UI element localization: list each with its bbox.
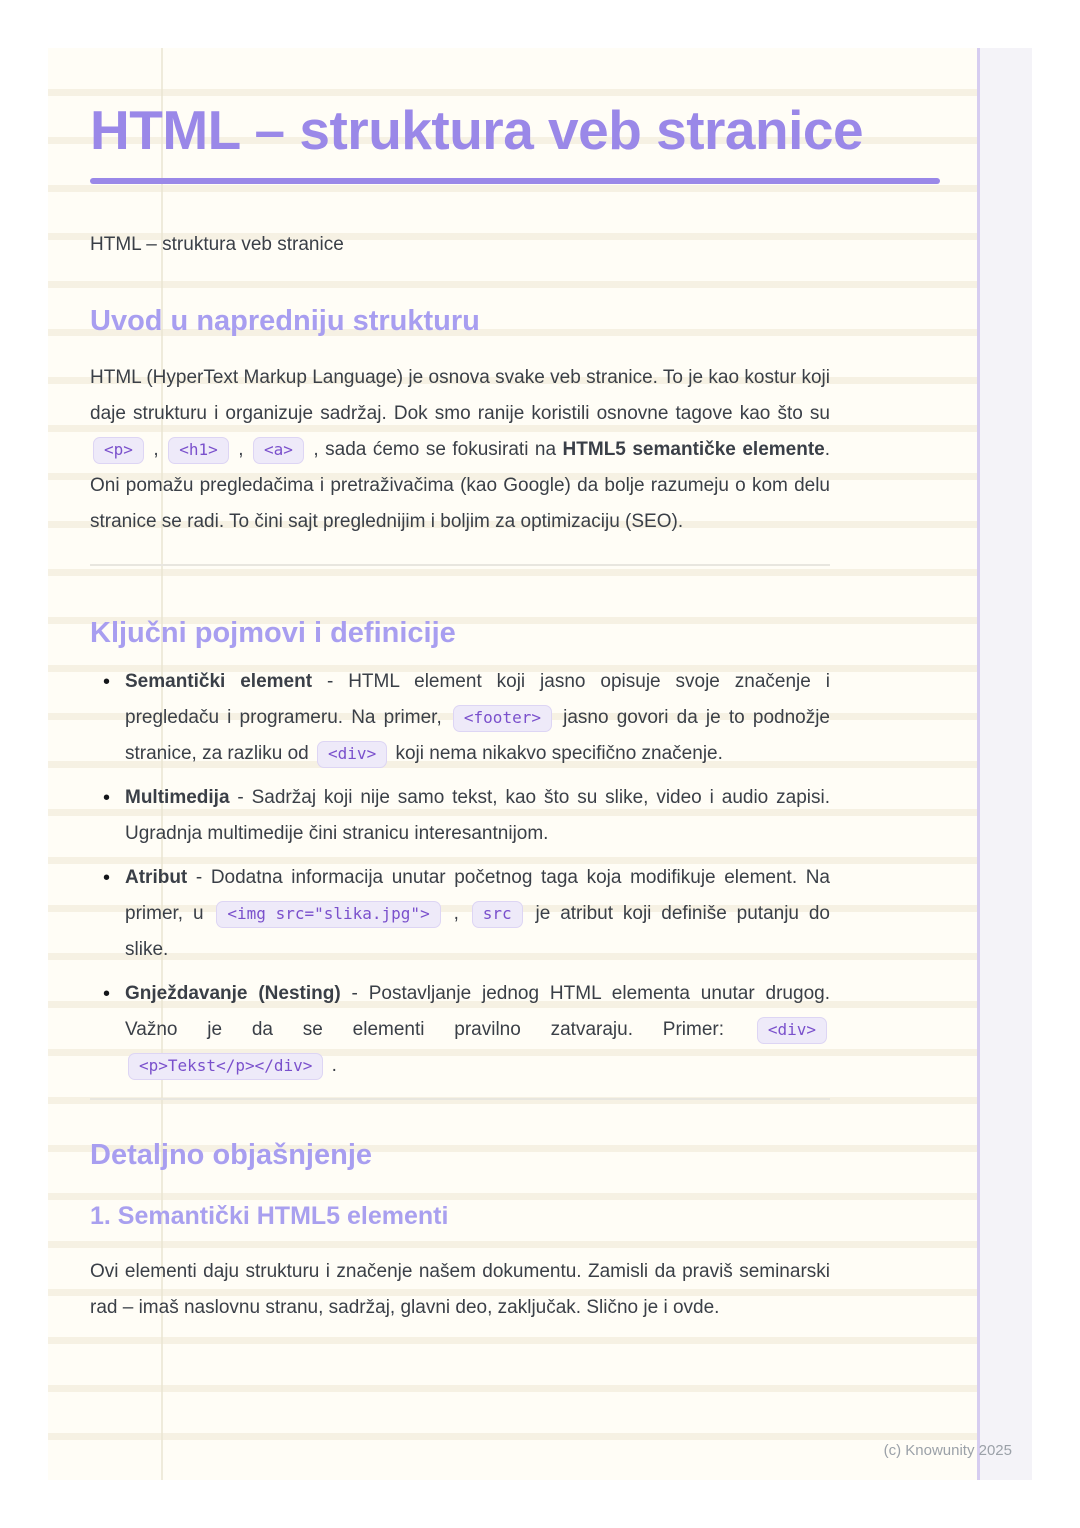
text-segment: - Postavljanje jednog HTML elementa unutar drugog. Važno je da se elementi pravilno zatvaraju. Primer: (125, 983, 830, 1040)
text-segment: je atribut koji definiše putanju do slike. (125, 903, 830, 960)
key-terms-list (90, 664, 830, 1084)
list-item-gnjezdavanje (90, 976, 830, 1084)
text-segment: , (146, 439, 166, 460)
term-name: Multimedija (125, 787, 230, 808)
text-segment: , (231, 439, 250, 460)
title-underline (90, 178, 940, 184)
page-title: HTML – struktura veb stranice (90, 99, 864, 161)
section-heading-intro: Uvod u napredniju strukturu (90, 305, 480, 337)
details-paragraph: Ovi elementi daju strukturu i značenje našem dokumentu. Zamisli da praviš seminarski rad – imaš naslovnu stranu, sadržaj, glavni deo, zaključak. Slično je i ovde. (90, 1261, 830, 1318)
text-segment: . Oni pomažu pregledačima i pretraživačima (kao Google) da bolje razumeju o kom delu stranice se radi. To čini sajt preglednijim i boljim za optimizaciju (SEO). (90, 439, 831, 532)
text-segment: . (326, 1055, 337, 1076)
inline-code-h1-tag: <h1> (168, 437, 229, 464)
text-segment: - HTML element koji jasno opisuje svoje značenje i pregledaču i programeru. Na primer, (125, 671, 830, 728)
document-page (48, 48, 1032, 1480)
section-divider (90, 564, 830, 566)
text-segment: koji nema nikakvo specifično značenje. (390, 743, 723, 764)
section-heading-key-terms: Ključni pojmovi i definicije (90, 617, 456, 649)
list-item-multimedija (90, 780, 830, 852)
list-item-semanticki-element (90, 664, 830, 772)
term-name: Atribut (125, 867, 188, 888)
list-item-atribut (90, 860, 830, 968)
text-segment: , (443, 903, 469, 924)
section-divider (90, 1098, 830, 1100)
inline-code-img-tag: <img src="slika.jpg"> (216, 901, 440, 928)
inline-code-footer-tag: <footer> (453, 705, 552, 732)
inline-code-div-tag: <div> (317, 741, 387, 768)
bold-text: HTML5 semantičke elemente (562, 439, 825, 460)
subsection-heading-semanticki: 1. Semantički HTML5 elementi (90, 1202, 449, 1230)
text-segment: - Sadržaj koji nije samo tekst, kao što su slike, video i audio zapisi. Ugradnja multimedije čini stranicu interesantnijom. (125, 787, 830, 844)
inline-code-src-attr: src (472, 901, 523, 928)
term-name: Gnježdavanje (Nesting) (125, 983, 341, 1004)
text-segment: - Dodatna informacija unutar početnog taga koja modifikuje element. Na primer, u (125, 867, 830, 924)
text-segment: jasno govori da je to podnožje stranice, za razliku od (125, 707, 831, 764)
inline-code-nested-example: <p>Tekst</p></div> (128, 1053, 323, 1080)
document-content (48, 48, 1032, 1326)
page-subtitle: HTML – struktura veb stranice (90, 234, 344, 255)
section-heading-details: Detaljno objašnjenje (90, 1139, 372, 1171)
term-name: Semantički element (125, 671, 313, 692)
inline-code-a-tag: <a> (253, 437, 304, 464)
inline-code-p-tag: <p> (93, 437, 144, 464)
inline-code-div-open-tag: <div> (757, 1017, 827, 1044)
copyright-credit: (c) Knowunity 2025 (883, 1442, 1012, 1459)
text-segment: HTML (HyperText Markup Language) je osnova svake veb stranice. To je kao kostur koji daje strukturu i organizuje sadržaj. Dok smo ranije koristili osnovne tagove kao što su (90, 367, 830, 424)
intro-paragraph (90, 360, 830, 540)
text-segment: , sada ćemo se fokusirati na (306, 439, 563, 460)
